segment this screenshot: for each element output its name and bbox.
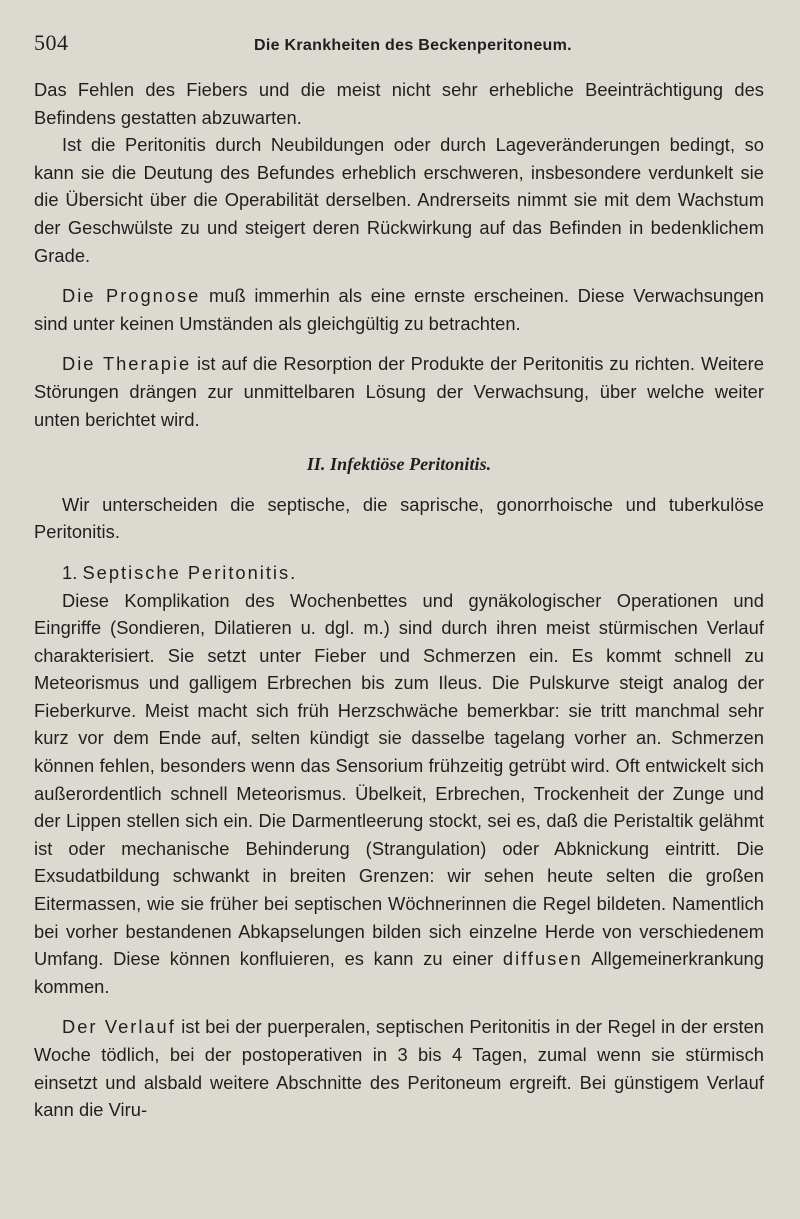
section-heading: II. Infektiöse Peritonitis. bbox=[306, 454, 492, 475]
paragraph-therapie bbox=[34, 350, 764, 433]
body-text bbox=[34, 76, 764, 1124]
septische-spaced-word: diffusen bbox=[502, 948, 583, 970]
septische-text-b: Allgemeinerkrankung kommen. bbox=[34, 948, 764, 997]
paragraph-septische bbox=[34, 587, 764, 1001]
therapie-lead: Die Therapie bbox=[62, 353, 192, 375]
page-header bbox=[34, 30, 764, 64]
prognose-text: muß immerhin als eine ernste erscheinen. Diese Verwachsungen sind unter keinen Umständen als gleichgültig zu betrachten. bbox=[34, 285, 764, 334]
paragraph-2: Ist die Peritonitis durch Neubildungen oder durch Lageveränderungen bedingt, so kann sie die Deutung des Befundes erheblich erschweren, insbesondere verdunkelt sie die Übersicht über die Operabilität derselben. Andrerseits nimmt sie mit dem Wachstum der Geschwülste zu und steigert deren Rückwirkung auf das Befinden in bedenklichem Grade. bbox=[34, 134, 764, 266]
paragraph-verlauf bbox=[34, 1013, 764, 1123]
paragraph-prognose bbox=[34, 282, 764, 337]
page-number: 504 bbox=[34, 30, 69, 55]
paragraph-classification: Wir unterscheiden die septische, die saprische, gonorrhoische und tuberkulöse Peritonitis. bbox=[34, 493, 764, 543]
running-title: Die Krankheiten des Beckenperitoneum. bbox=[254, 37, 572, 54]
verlauf-lead: Der Verlauf bbox=[62, 1016, 176, 1038]
therapie-text: ist auf die Resorption der Produkte der Peritonitis zu richten. Weitere Störungen drängen zur unmittelbaren Lösung der Verwachsung, über welche weiter unten berichtet wird. bbox=[34, 353, 764, 430]
subheading-septische bbox=[34, 559, 764, 587]
prognose-lead: Die Prognose bbox=[62, 285, 201, 307]
subheading-number: 1. bbox=[62, 561, 83, 583]
septische-text-a: Diese Komplikation des Wochenbettes und gynäkologischer Operationen und Eingriffe (Sondieren, Dilatieren u. dgl. m.) sind durch ihren meist stürmischen Verlauf charakterisiert. Sie setzt unter Fieber und Schmerzen ein. Es kommt schnell zu Meteorismus und galligem Erbrechen bis zum Ileus. Die Pulskurve steigt analog der Fieberkurve. Meist macht sich früh Herzschwäche bemerkbar: sie tritt manchmal sehr kurz vor dem Ende auf, selten kündigt sie dasselbe tagelang vorher an. Schmerzen können fehlen, besonders wenn das Sensorium frühzeitig getrübt wird. Oft entwickelt sich außerordentlich schnell Meteorismus. Übelkeit, Erbrechen, Trockenheit der Zunge und der Lippen stellen sich ein. Die Darmentleerung stockt, sei es, daß die Peristaltik gelähmt ist oder mechanische Behinderung (Strangulation) oder Abknickung eintritt. Die Exsudatbildung schwankt in breiten Grenzen: wir sehen heute selten die großen Eitermassen, wie sie früher bei septischen Wöchnerinnen die Regel bildeten. Namentlich bei vorher bestandenen Abkapselungen bilden sich einzelne Herde von verschiedenem Umfang. Diese können konfluieren, es kann zu einer bbox=[34, 589, 764, 970]
verlauf-text: ist bei der puerperalen, septischen Peritonitis in der Regel in der ersten Woche tödlich, bei der postoperativen in 3 bis 4 Tagen, zumal wenn sie stürmisch einsetzt und alsbald weitere Abschnitte des Peritoneum ergreift. Bei günstigem Verlauf kann die Viru- bbox=[34, 1016, 765, 1121]
paragraph-1: Das Fehlen des Fiebers und die meist nicht sehr erhebliche Beeinträchtigung des Befindens gestatten abzuwarten. bbox=[34, 79, 764, 128]
subheading-title: Septische Peritonitis. bbox=[82, 561, 298, 583]
